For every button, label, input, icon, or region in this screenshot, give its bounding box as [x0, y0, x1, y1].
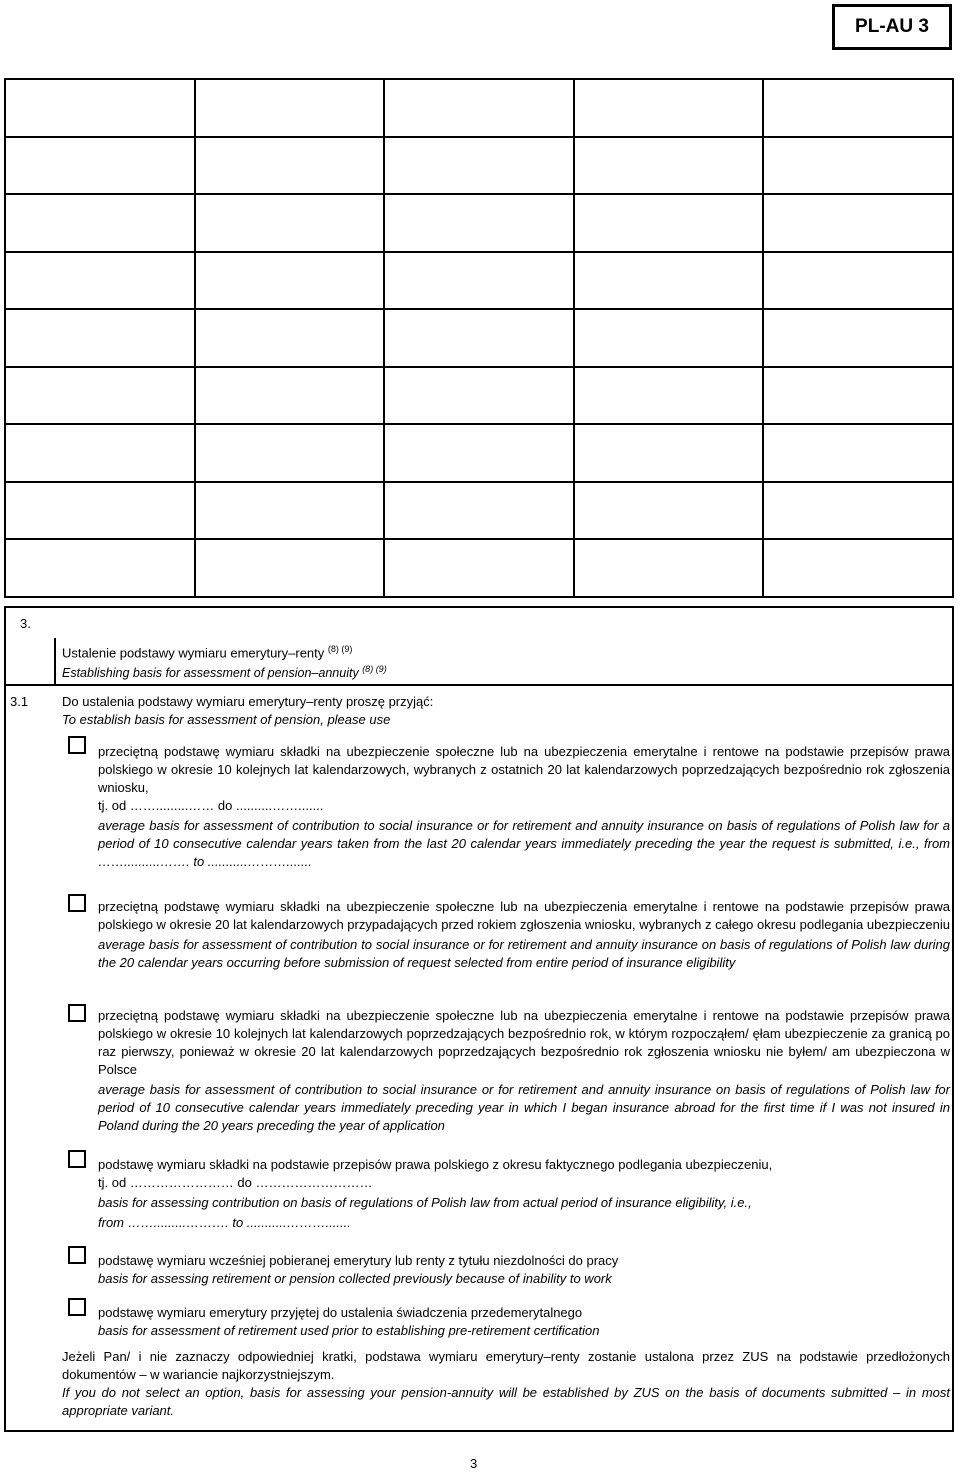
option-1-dates-pl: tj. od …….........…… do ..........……....... — [98, 798, 324, 813]
option-5-text-en: basis for assessing retirement or pension collected previously because of inability to work — [98, 1271, 612, 1286]
option-5-checkbox[interactable] — [68, 1246, 86, 1264]
option-5 — [98, 1252, 950, 1288]
form-code: PL-AU 3 — [855, 16, 929, 37]
option-1-text-en: average basis for assessment of contribution to social insurance or for retirement and annuity insurance on basis of regulations of Polish law for a period of 10 consecutive calendar years taken from the last 20 calendar years immediately preceding the year the request is submitted, i.e., from ……..........……. to ...........………....... — [98, 818, 950, 869]
option-6-text-en: basis for assessment of retirement used prior to establishing pre-retirement certification — [98, 1323, 600, 1338]
option-1 — [98, 743, 950, 871]
section-3-divider — [54, 638, 56, 684]
option-2 — [98, 898, 950, 972]
option-4-text-en: basis for assessing contribution on basis of regulations of Polish law from actual period of insurance eligibility, i.e., — [98, 1195, 752, 1210]
option-4-checkbox[interactable] — [68, 1150, 86, 1168]
option-3-text-en: average basis for assessment of contribution to social insurance or for retirement and annuity insurance on basis of regulations of Polish law for period of 10 consecutive calendar years immediately preceding year in which I began insurance abroad for the first time if I was not insured in Poland during the 20 years preceding the year of application — [98, 1082, 950, 1133]
option-6 — [98, 1304, 950, 1340]
option-4 — [98, 1156, 950, 1232]
option-4-text-pl: podstawę wymiaru składki na podstawie przepisów prawa polskiego z okresu faktycznego podlegania ubezpieczeniu, — [98, 1157, 773, 1172]
option-3 — [98, 1007, 950, 1135]
option-6-checkbox[interactable] — [68, 1298, 86, 1316]
section-3-number: 3. — [20, 616, 31, 631]
page-number: 3 — [470, 1456, 478, 1471]
form-code-box — [832, 4, 952, 50]
option-4-dates-pl: tj. od …………………… do ……………………… — [98, 1175, 373, 1190]
note-en: If you do not select an option, basis for assessing your pension-annuity will be established by ZUS on the basis of documents submitted – in most appropriate variant. — [62, 1385, 950, 1418]
note — [62, 1348, 950, 1420]
option-2-text-pl: przeciętną podstawę wymiaru składki na ubezpieczenie społeczne lub na ubezpieczenia emerytalne i rentowe na podstawie przepisów prawa polskiego w okresie 20 lat kalendarzowych przypadających przed rokiem zgłoszenia wniosku, wybranych z całego okresu podlegania ubezpieczeniu — [98, 899, 950, 932]
note-pl: Jeżeli Pan/ i nie zaznaczy odpowiedniej kratki, podstawa wymiaru emerytury–renty zostanie ustalona przez ZUS na podstawie przedłożonych dokumentów – w wariancie najkorzystniejszym. — [62, 1349, 950, 1382]
section-3-box — [4, 606, 954, 1432]
empty-data-table — [4, 78, 954, 598]
section-31-intro-en: To establish basis for assessment of pension, please use — [62, 712, 391, 727]
option-4-dates-en: from …….........………. to ...........………....... — [98, 1215, 351, 1230]
option-2-text-en: average basis for assessment of contribution to social insurance or for retirement and annuity insurance on basis of regulations of Polish law during the 20 calendar years occurring before submission of request selected from entire period of insurance eligibility — [98, 937, 950, 970]
option-1-text-pl: przeciętną podstawę wymiaru składki na ubezpieczenie społeczne lub na ubezpieczenia emerytalne i rentowe na podstawie przepisów prawa polskiego w okresie 10 kolejnych lat kalendarzowych, wybranych z ostatnich 20 lat kalendarzowych poprzedzających bezpośrednio rok zgłoszenia wniosku, — [98, 744, 950, 795]
section-3-separator — [6, 684, 952, 686]
option-3-text-pl: przeciętną podstawę wymiaru składki na ubezpieczenie społeczne lub na ubezpieczenia emerytalne i rentowe na podstawie przepisów prawa polskiego w okresie 10 kolejnych lat kalendarzowych poprzedzających bezpośrednio rok, w którym rozpocząłem/ ęłam ubezpieczenie za granicą po raz pierwszy, ponieważ w okresie 20 lat kalendarzowych poprzedzających bezpośrednio rok zgłoszenia wniosku nie byłem/ am ubezpieczona w Polsce — [98, 1008, 950, 1077]
section-3-title-pl: Ustalenie podstawy wymiaru emerytury–renty $^{(8) (9)}$ — [62, 644, 353, 661]
option-1-checkbox[interactable] — [68, 736, 86, 754]
option-5-text-pl: podstawę wymiaru wcześniej pobieranej emerytury lub renty z tytułu niezdolności do pracy — [98, 1253, 619, 1268]
option-2-checkbox[interactable] — [68, 894, 86, 912]
section-3-title-en: Establishing basis for assessment of pension–annuity $^{(8) (9)}$ — [62, 664, 387, 681]
option-6-text-pl: podstawę wymiaru emerytury przyjętej do ustalenia świadczenia przedemerytalnego — [98, 1305, 583, 1320]
section-31-intro-pl: Do ustalenia podstawy wymiaru emerytury–renty proszę przyjąć: — [62, 694, 434, 709]
option-3-checkbox[interactable] — [68, 1004, 86, 1022]
section-31-number: 3.1 — [10, 694, 29, 709]
